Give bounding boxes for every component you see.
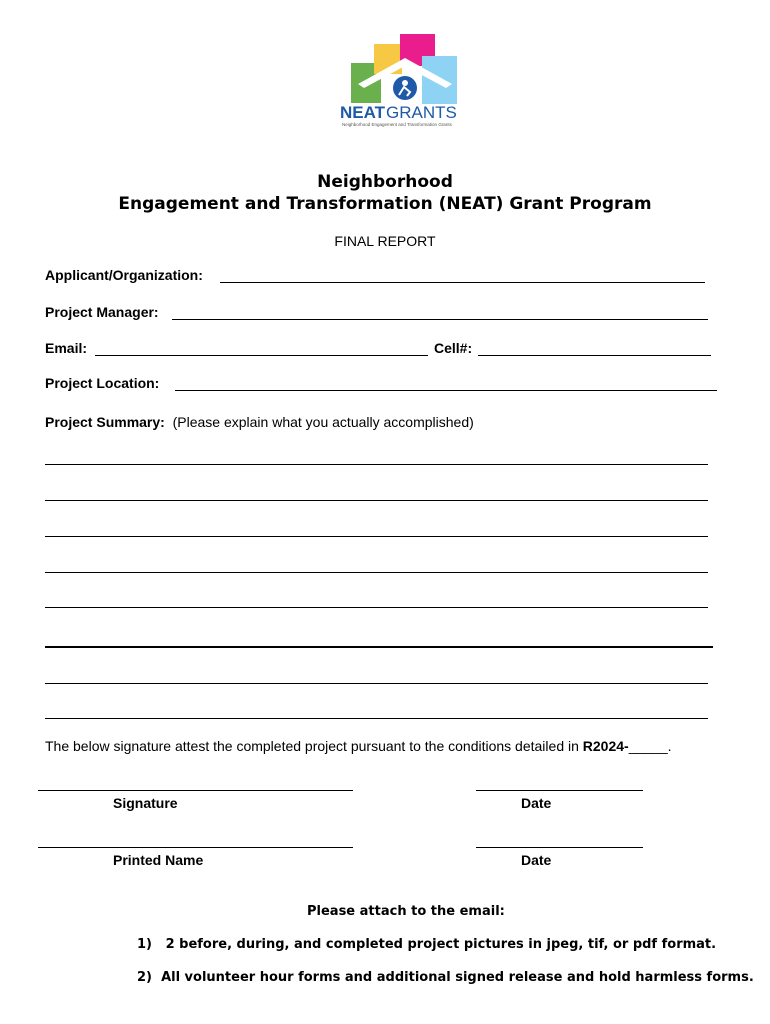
summary-line[interactable]	[45, 500, 708, 501]
date-line-2[interactable]	[476, 847, 643, 848]
project-manager-label: Project Manager:	[45, 304, 159, 320]
logo-text-grants: GRANTS	[386, 103, 457, 122]
project-summary-label	[45, 414, 474, 430]
report-subtitle: FINAL REPORT	[334, 233, 436, 249]
printed-name-line[interactable]	[38, 847, 353, 848]
attachment-item-2	[137, 970, 754, 985]
attestation-body: The below signature attest the completed project pursuant to the conditions detailed in	[45, 738, 579, 754]
neat-grants-logo	[330, 30, 480, 130]
house-logo-icon	[330, 30, 480, 130]
summary-line[interactable]	[45, 536, 708, 537]
summary-line[interactable]	[45, 572, 708, 573]
project-summary-title: Project Summary:	[45, 414, 165, 430]
attachment-text: All volunteer hour forms and additional signed release and hold harmless forms.	[161, 970, 754, 985]
signature-label: Signature	[113, 795, 178, 811]
title-line-1: Neighborhood	[317, 172, 453, 192]
applicant-field[interactable]	[220, 282, 705, 283]
attachment-text: 2 before, during, and completed project pictures in jpeg, tif, or pdf format.	[165, 937, 717, 952]
email-label: Email:	[45, 340, 88, 356]
attachments-heading: Please attach to the email:	[307, 904, 505, 919]
applicant-label: Applicant/Organization:	[45, 267, 203, 283]
logo-text-neat: NEAT	[340, 103, 386, 122]
resolution-reference: R2024-	[582, 738, 629, 754]
date-line-1[interactable]	[476, 790, 643, 791]
summary-line[interactable]	[45, 683, 708, 684]
summary-line[interactable]	[45, 646, 713, 648]
project-summary-hint: (Please explain what you actually accomplished)	[172, 414, 474, 430]
signature-line[interactable]	[38, 790, 353, 791]
project-manager-field[interactable]	[172, 319, 708, 320]
email-field[interactable]	[95, 355, 428, 356]
cell-field[interactable]	[478, 355, 711, 356]
project-location-field[interactable]	[175, 390, 717, 391]
attestation-text	[45, 738, 672, 754]
project-location-label: Project Location:	[45, 375, 160, 391]
attachment-number: 1)	[137, 937, 152, 952]
logo-tagline: Neighborhood Engagement and Transformation Grants	[342, 122, 452, 127]
summary-line[interactable]	[45, 718, 708, 719]
date-label-2: Date	[521, 852, 552, 868]
printed-name-label: Printed Name	[113, 852, 204, 868]
date-label-1: Date	[521, 795, 552, 811]
resolution-blank[interactable]: _____.	[628, 738, 672, 754]
title-line-2: Engagement and Transformation (NEAT) Grant Program	[118, 194, 652, 214]
summary-line[interactable]	[45, 607, 708, 608]
cell-label: Cell#:	[434, 340, 473, 356]
summary-line[interactable]	[45, 464, 708, 465]
attachment-item-1	[137, 937, 716, 952]
attachment-number: 2)	[137, 970, 152, 985]
